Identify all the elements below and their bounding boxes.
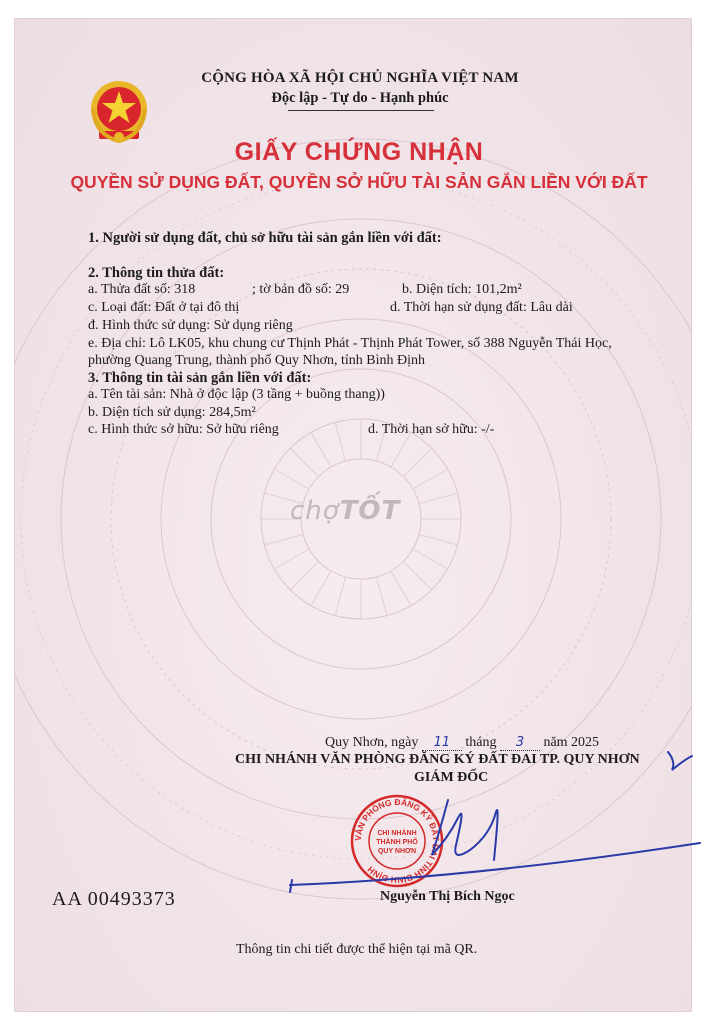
stamp-ring-text: VĂN PHÒNG ĐĂNG KÝ ĐẤT ĐAI TỈNH BÌNH ĐỊNH xyxy=(352,796,442,886)
map-sheet-number: ; tờ bản đồ số: 29 xyxy=(252,282,350,297)
stamp-inner-line3: QUY NHƠN xyxy=(377,848,417,855)
issuance-place: Quy Nhơn, ngày xyxy=(325,735,419,750)
watermark-part2: TỐT xyxy=(339,496,401,526)
certificate-title: GIẤY CHỨNG NHẬN xyxy=(234,138,484,166)
issuance-month-label: tháng xyxy=(465,735,497,750)
issuance-year: năm 2025 xyxy=(543,735,600,750)
land-area: b. Diện tích: 101,2m² xyxy=(402,282,522,297)
land-use-form: đ. Hình thức sử dụng: Sử dụng riêng xyxy=(88,318,293,333)
asset-name: a. Tên tài sản: Nhà ở độc lập (3 tầng + buồng thang)) xyxy=(88,387,385,402)
stamp-inner-line1: CHI NHÁNH xyxy=(377,830,417,837)
parcel-number: a. Thửa đất số: 318 xyxy=(88,282,196,297)
ownership-form: c. Hình thức sở hữu: Sở hữu riêng xyxy=(88,422,279,437)
issuance-day: 11 xyxy=(422,735,462,751)
address-line1: e. Địa chỉ: Lô LK05, khu chung cư Thịnh Phát - Thịnh Phát Tower, số 388 Nguyễn Thái Học, xyxy=(88,336,612,351)
watermark-part1: chợ xyxy=(290,496,340,526)
issuance-month: 3 xyxy=(500,735,540,751)
section2-heading: 2. Thông tin thửa đất: xyxy=(88,265,225,281)
ownership-term: d. Thời hạn sở hữu: -/- xyxy=(368,422,495,437)
serial-number: AA 00493373 xyxy=(52,888,176,910)
certificate-subtitle: QUYỀN SỬ DỤNG ĐẤT, QUYỀN SỞ HỮU TÀI SẢN GẮN LIỀN VỚI ĐẤT xyxy=(70,172,648,192)
signer-position: GIÁM ĐỐC xyxy=(414,770,489,785)
footer-qr-note: Thông tin chi tiết được thể hiện tại mã QR. xyxy=(236,942,478,957)
nation-title: CỘNG HÒA XÃ HỘI CHỦ NGHĨA VIỆT NAM xyxy=(201,70,519,86)
usable-area: b. Diện tích sử dụng: 284,5m² xyxy=(88,405,256,420)
nation-motto: Độc lập - Tự do - Hạnh phúc xyxy=(271,90,449,106)
issuing-office: CHI NHÁNH VĂN PHÒNG ĐĂNG KÝ ĐẤT ĐAI TP. QUY NHƠN xyxy=(235,752,640,767)
section3-heading: 3. Thông tin tài sản gắn liền với đất: xyxy=(88,370,312,386)
section1-heading: 1. Người sử dụng đất, chủ sở hữu tài sản gắn liền với đất: xyxy=(88,230,442,246)
land-type: c. Loại đất: Đất ở tại đô thị xyxy=(88,300,240,315)
land-use-term: d. Thời hạn sử dụng đất: Lâu dài xyxy=(390,300,573,315)
stamp-inner-line2: THÀNH PHỐ xyxy=(376,839,418,846)
signer-name: Nguyễn Thị Bích Ngọc xyxy=(380,889,515,904)
address-line2: phường Quang Trung, thành phố Quy Nhơn, tỉnh Bình Định xyxy=(88,353,426,368)
